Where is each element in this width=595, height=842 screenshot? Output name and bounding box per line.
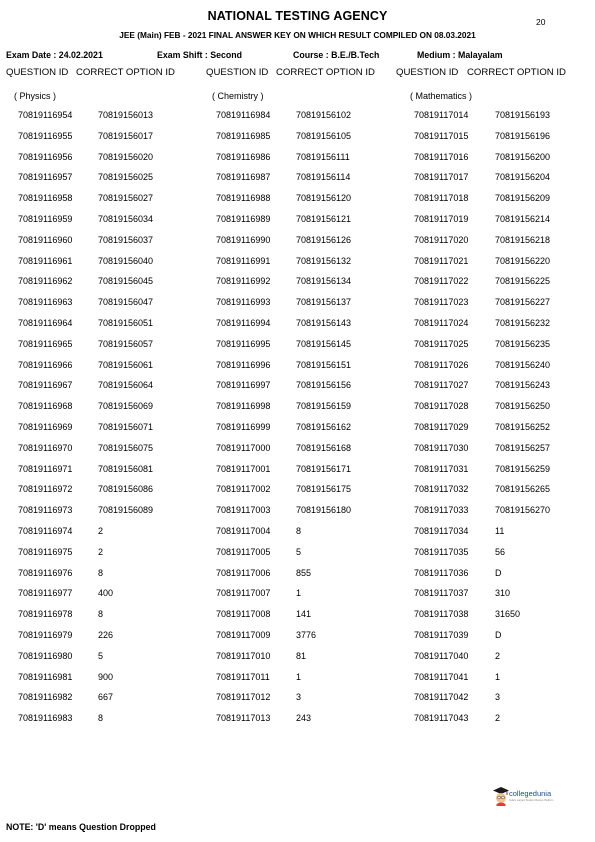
question-id-cell: 70819117005	[216, 546, 271, 557]
correct-option-id-cell: D	[495, 630, 502, 640]
correct-option-id-cell: 8	[98, 567, 104, 578]
correct-option-id-cell: 70819156137	[296, 297, 352, 308]
correct-option-id-cell: 70819156047	[98, 297, 154, 308]
question-id-cell: 70819116989	[216, 214, 271, 224]
question-id-cell: 70819117023	[414, 297, 469, 308]
correct-option-id-cell: 70819156180	[296, 505, 352, 516]
correct-option-id-cell: 855	[296, 567, 312, 578]
question-id-cell: 70819116981	[18, 671, 73, 682]
correct-option-id-cell: 1	[296, 671, 302, 682]
question-id-cell: 70819116960	[18, 234, 73, 245]
question-id-cell: 70819116955	[18, 130, 73, 141]
question-id-cell: 70819116967	[18, 380, 73, 391]
correct-option-id-cell: 70819156027	[98, 193, 154, 204]
correct-option-id-cell: 70819156040	[98, 255, 154, 266]
question-id-cell: 70819116954	[18, 110, 73, 120]
correct-option-id-cell: 70819156069	[98, 401, 154, 412]
question-id-cell: 70819116968	[18, 401, 73, 412]
question-id-cell: 70819116980	[18, 650, 73, 661]
correct-option-id-cell: 70819156102	[296, 110, 352, 120]
question-id-cell: 70819116985	[216, 130, 271, 141]
correct-option-id-cell: 70819156134	[296, 276, 352, 287]
correct-option-id-cell: 70819156034	[98, 214, 154, 224]
column-header-correct-option-id: CORRECT OPTION ID	[467, 67, 566, 78]
question-id-cell: 70819117029	[414, 422, 469, 432]
subject-heading: ( Physics )	[14, 91, 57, 101]
correct-option-id-cell: 2	[495, 650, 501, 661]
correct-option-id-cell: 3776	[296, 630, 317, 640]
correct-option-id-cell: 70819156171	[296, 463, 352, 474]
correct-option-id-cell: 70819156126	[296, 234, 352, 245]
correct-option-id-cell: 70819156265	[495, 484, 551, 495]
question-id-cell: 70819116994	[216, 318, 271, 328]
correct-option-id-cell: 70819156045	[98, 276, 154, 287]
correct-option-id-cell: 70819156089	[98, 505, 154, 516]
correct-option-id-cell: 70819156025	[98, 172, 154, 183]
question-id-cell: 70819117002	[216, 484, 271, 495]
question-id-cell: 70819117021	[414, 255, 469, 266]
question-id-cell: 70819116974	[18, 526, 73, 536]
correct-option-id-cell: 900	[98, 671, 114, 682]
subject-heading: ( Mathematics )	[410, 91, 473, 101]
column-header-correct-option-id: CORRECT OPTION ID	[76, 67, 175, 78]
question-id-cell: 70819117017	[414, 172, 469, 183]
question-id-cell: 70819117032	[414, 484, 469, 495]
correct-option-id-cell: 70819156057	[98, 338, 154, 349]
question-id-cell: 70819117001	[216, 463, 271, 474]
question-id-cell: 70819117041	[414, 671, 469, 682]
correct-option-id-cell: 3	[495, 692, 501, 703]
question-id-cell: 70819117009	[216, 630, 271, 640]
page-title: NATIONAL TESTING AGENCY	[207, 9, 388, 23]
column-header-question-id: QUESTION ID	[6, 67, 69, 78]
correct-option-id-cell: 243	[296, 713, 312, 724]
correct-option-id-cell: 70819156071	[98, 422, 154, 432]
correct-option-id-cell: 70819156037	[98, 234, 154, 245]
correct-option-id-cell: 31650	[495, 609, 521, 620]
question-id-cell: 70819116969	[18, 422, 73, 432]
question-id-cell: 70819117004	[216, 526, 271, 536]
correct-option-id-cell: 70819156175	[296, 484, 352, 495]
correct-option-id-cell: 70819156235	[495, 338, 551, 349]
question-id-cell: 70819116987	[216, 172, 271, 183]
question-id-cell: 70819116997	[216, 380, 271, 391]
question-id-cell: 70819116964	[18, 318, 73, 328]
question-id-cell: 70819116971	[18, 463, 73, 474]
correct-option-id-cell: 56	[495, 546, 506, 557]
question-id-cell: 70819117010	[216, 650, 271, 661]
question-id-cell: 70819117036	[414, 567, 469, 578]
correct-option-id-cell: 70819156145	[296, 338, 352, 349]
exam-shift: Exam Shift : Second	[157, 50, 243, 60]
question-id-cell: 70819116992	[216, 276, 271, 287]
correct-option-id-cell: 70819156232	[495, 318, 551, 328]
correct-option-id-cell: 1	[296, 588, 302, 599]
question-id-cell: 70819117025	[414, 338, 469, 349]
question-id-cell: 70819116990	[216, 234, 271, 245]
column-header-correct-option-id: CORRECT OPTION ID	[276, 67, 375, 78]
correct-option-id-cell: 70819156193	[495, 110, 551, 120]
correct-option-id-cell: 226	[98, 630, 114, 640]
question-id-cell: 70819116962	[18, 276, 73, 287]
correct-option-id-cell: 70819156240	[495, 359, 551, 370]
question-id-cell: 70819116963	[18, 297, 73, 308]
correct-option-id-cell: 2	[98, 526, 104, 536]
logo-tagline: India's Largest Student Review Platform	[509, 799, 554, 802]
question-id-cell: 70819117020	[414, 234, 469, 245]
correct-option-id-cell: 70819156061	[98, 359, 154, 370]
question-id-cell: 70819117028	[414, 401, 469, 412]
question-id-cell: 70819116986	[216, 151, 271, 162]
question-id-cell: 70819117033	[414, 505, 469, 516]
question-id-cell: 70819117000	[216, 442, 271, 453]
question-id-cell: 70819116979	[18, 630, 73, 640]
correct-option-id-cell: 70819156214	[495, 214, 551, 224]
question-id-cell: 70819117042	[414, 692, 469, 703]
question-id-cell: 70819116970	[18, 442, 73, 453]
question-id-cell: 70819117022	[414, 276, 469, 287]
correct-option-id-cell: 70819156204	[495, 172, 551, 183]
correct-option-id-cell: 3	[296, 692, 302, 703]
question-id-cell: 70819116995	[216, 338, 271, 349]
course: Course : B.E./B.Tech	[293, 50, 380, 60]
correct-option-id-cell: 70819156081	[98, 463, 154, 474]
correct-option-id-cell: 70819156270	[495, 505, 551, 516]
question-id-cell: 70819117040	[414, 650, 469, 661]
correct-option-id-cell: 400	[98, 588, 114, 599]
correct-option-id-cell: 70819156105	[296, 130, 352, 141]
correct-option-id-cell: 70819156132	[296, 255, 352, 266]
correct-option-id-cell: 70819156114	[296, 172, 351, 183]
correct-option-id-cell: 11	[495, 526, 505, 536]
correct-option-id-cell: 70819156143	[296, 318, 352, 328]
question-id-cell: 70819116984	[216, 110, 271, 120]
correct-option-id-cell: 70819156227	[495, 297, 551, 308]
question-id-cell: 70819116976	[18, 567, 73, 578]
document-subtitle: JEE (Main) FEB - 2021 FINAL ANSWER KEY ON WHICH RESULT COMPILED ON 08.03.2021	[119, 30, 476, 40]
correct-option-id-cell: 310	[495, 588, 511, 599]
correct-option-id-cell: 8	[98, 609, 104, 620]
correct-option-id-cell: 70819156196	[495, 130, 551, 141]
correct-option-id-cell: 70819156064	[98, 380, 154, 391]
column-header-question-id: QUESTION ID	[206, 67, 269, 78]
question-id-cell: 70819116972	[18, 484, 73, 495]
question-id-cell: 70819116975	[18, 546, 73, 557]
correct-option-id-cell: 141	[296, 609, 312, 620]
correct-option-id-cell: 8	[296, 526, 302, 536]
question-id-cell: 70819117026	[414, 359, 469, 370]
question-id-cell: 70819117012	[216, 692, 271, 703]
graduate-mascot-icon	[492, 786, 510, 806]
correct-option-id-cell: 70819156051	[98, 318, 154, 328]
correct-option-id-cell: 70819156218	[495, 234, 551, 245]
correct-option-id-cell: 667	[98, 692, 114, 703]
question-id-cell: 70819117018	[414, 193, 469, 204]
question-id-cell: 70819116978	[18, 609, 73, 620]
question-id-cell: 70819116998	[216, 401, 271, 412]
correct-option-id-cell: 70819156086	[98, 484, 154, 495]
column-header-question-id: QUESTION ID	[396, 67, 459, 78]
correct-option-id-cell: 8	[98, 713, 104, 724]
correct-option-id-cell: 70819156220	[495, 255, 551, 266]
question-id-cell: 70819117037	[414, 588, 469, 599]
question-id-cell: 70819116965	[18, 338, 73, 349]
question-id-cell: 70819117027	[414, 380, 469, 391]
question-id-cell: 70819116973	[18, 505, 73, 516]
correct-option-id-cell: 81	[296, 650, 307, 661]
correct-option-id-cell: 70819156243	[495, 380, 551, 391]
question-id-cell: 70819117011	[216, 671, 270, 682]
correct-option-id-cell: 70819156252	[495, 422, 551, 432]
question-id-cell: 70819116982	[18, 692, 73, 703]
question-id-cell: 70819117024	[414, 318, 469, 328]
correct-option-id-cell: 5	[98, 650, 104, 661]
medium: Medium : Malayalam	[417, 50, 503, 60]
correct-option-id-cell: 70819156225	[495, 276, 551, 287]
question-id-cell: 70819117013	[216, 713, 271, 724]
correct-option-id-cell: 70819156209	[495, 193, 551, 204]
question-id-cell: 70819116991	[216, 255, 271, 266]
correct-option-id-cell: 1	[495, 671, 501, 682]
correct-option-id-cell: 70819156020	[98, 151, 154, 162]
correct-option-id-cell: 70819156257	[495, 442, 551, 453]
question-id-cell: 70819116993	[216, 297, 271, 308]
subject-heading: ( Chemistry )	[212, 91, 264, 101]
exam-date: Exam Date : 24.02.2021	[6, 50, 103, 60]
question-id-cell: 70819117035	[414, 546, 469, 557]
question-id-cell: 70819117007	[216, 588, 271, 599]
question-id-cell: 70819117003	[216, 505, 271, 516]
question-id-cell: 70819117006	[216, 567, 271, 578]
question-id-cell: 70819117014	[414, 110, 469, 120]
correct-option-id-cell: D	[495, 567, 502, 578]
correct-option-id-cell: 70819156120	[296, 193, 352, 204]
question-id-cell: 70819117019	[414, 214, 469, 224]
question-id-cell: 70819116958	[18, 193, 73, 204]
question-id-cell: 70819116956	[18, 151, 73, 162]
correct-option-id-cell: 70819156200	[495, 151, 551, 162]
correct-option-id-cell: 70819156156	[296, 380, 352, 391]
question-id-cell: 70819116983	[18, 713, 73, 724]
question-id-cell: 70819116996	[216, 359, 271, 370]
question-id-cell: 70819117034	[414, 526, 469, 536]
correct-option-id-cell: 70819156075	[98, 442, 154, 453]
question-id-cell: 70819116977	[18, 588, 73, 599]
question-id-cell: 70819117030	[414, 442, 469, 453]
note: NOTE: 'D' means Question Dropped	[6, 822, 156, 832]
question-id-cell: 70819117008	[216, 609, 271, 620]
correct-option-id-cell: 70819156250	[495, 401, 551, 412]
question-id-cell: 70819117038	[414, 609, 469, 620]
correct-option-id-cell: 70819156111	[296, 151, 350, 162]
correct-option-id-cell: 5	[296, 546, 302, 557]
correct-option-id-cell: 70819156151	[296, 359, 352, 370]
correct-option-id-cell: 70819156162	[296, 422, 352, 432]
correct-option-id-cell: 70819156259	[495, 463, 551, 474]
correct-option-id-cell: 70819156159	[296, 401, 352, 412]
correct-option-id-cell: 2	[98, 546, 104, 557]
question-id-cell: 70819116961	[18, 255, 73, 266]
correct-option-id-cell: 70819156121	[296, 214, 352, 224]
correct-option-id-cell: 70819156017	[98, 130, 154, 141]
logo-text: collegedunia	[509, 789, 552, 798]
page-number: 20	[536, 17, 546, 27]
question-id-cell: 70819117039	[414, 630, 469, 640]
question-id-cell: 70819116959	[18, 214, 73, 224]
question-id-cell: 70819117031	[414, 463, 469, 474]
question-id-cell: 70819117015	[414, 130, 469, 141]
correct-option-id-cell: 70819156013	[98, 110, 154, 120]
correct-option-id-cell: 2	[495, 713, 501, 724]
question-id-cell: 70819116999	[216, 422, 271, 432]
question-id-cell: 70819116988	[216, 193, 271, 204]
question-id-cell: 70819117016	[414, 151, 469, 162]
question-id-cell: 70819116957	[18, 172, 73, 183]
question-id-cell: 70819117043	[414, 713, 469, 724]
question-id-cell: 70819116966	[18, 359, 73, 370]
logo	[492, 786, 572, 808]
correct-option-id-cell: 70819156168	[296, 442, 352, 453]
